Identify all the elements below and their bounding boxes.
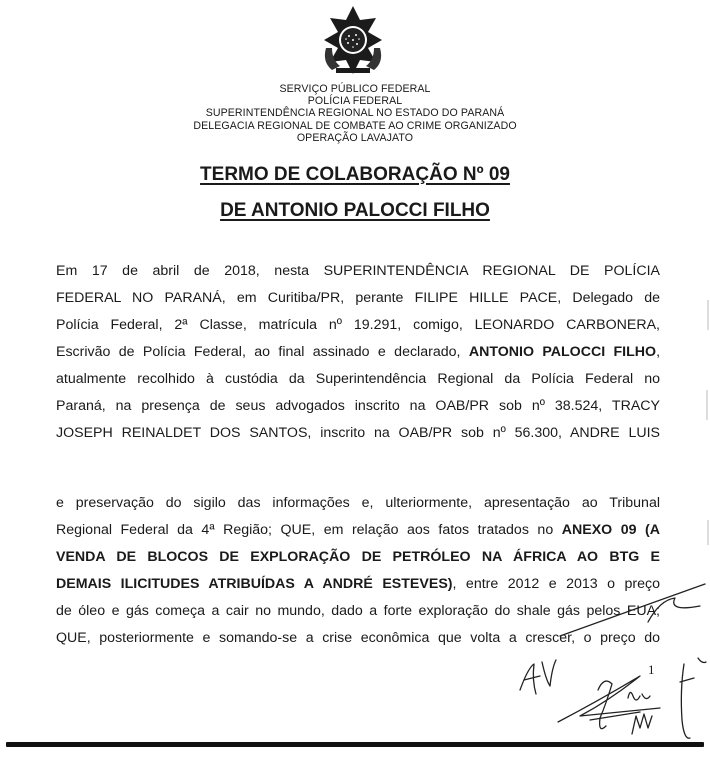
text-run: ,: [656, 344, 661, 360]
document-title: TERMO DE COLABORAÇÃO Nº 09: [200, 164, 510, 185]
text-run: , entre 2012 e 2013 o preço: [452, 576, 660, 592]
paragraph-1-line-3: Polícia Federal, 2ª Classe, matrícula nº 19.291, comigo, LEONARDO CARBONERA,: [56, 317, 660, 333]
paragraph-1-line-6: Paraná, na presença de seus advogados inscrito na OAB/PR sob nº 38.524, TRACY: [56, 398, 660, 414]
page-number: 1: [648, 662, 655, 677]
paragraph-2-line-3: VENDA DE BLOCOS DE EXPLORAÇÃO DE PETRÓLEO NA ÁFRICA AO BTG E: [56, 549, 660, 565]
paragraph-2-line-5: de óleo e gás começa a cair no mundo, dado a forte exploração do shale gás pelos EUA;: [56, 603, 660, 619]
paragraph-2-line-6: QUE, posteriormente e somando-se a crise econômica que volta a crescer, o preço do: [56, 630, 660, 646]
paragraph-1-line-7: JOSEPH REINALDET DOS SANTOS, inscrito na OAB/PR sob nº 56.300, ANDRE LUIS: [56, 425, 660, 441]
annex-title: DEMAIS ILICITUDES ATRIBUÍDAS A ANDRÉ ESTEVES): [56, 576, 453, 592]
text-run: Escrivão de Polícia Federal, ao final assinado e declarado,: [56, 344, 461, 360]
text-run: Regional Federal da 4ª Região; QUE, em relação aos fatos tratados no: [56, 522, 554, 538]
document-subtitle: DE ANTONIO PALOCCI FILHO: [220, 200, 490, 221]
margin-marks: [700, 0, 710, 768]
collaborator-name: ANTONIO PALOCCI FILHO: [468, 344, 657, 360]
paragraph-1-line-1: Em 17 de abril de 2018, nesta SUPERINTENDÊNCIA REGIONAL DE POLÍCIA: [56, 263, 660, 279]
paragraph-1-line-2: FEDERAL NO PARANÁ, em Curitiba/PR, perante FILIPE HILLE PACE, Delegado de: [56, 290, 660, 306]
header-line: DELEGACIA REGIONAL DE COMBATE AO CRIME ORGANIZADO: [193, 119, 517, 132]
annex-reference: ANEXO 09 (A: [561, 522, 660, 538]
paragraph-1-line-5: atualmente recolhido à custódia da Superintendência Regional da Polícia Federal no: [56, 371, 660, 387]
header-line: POLÍCIA FEDERAL: [307, 95, 403, 108]
header-line: SERVIÇO PÚBLICO FEDERAL: [279, 83, 431, 95]
header-line: OPERAÇÃO LAVAJATO: [296, 131, 414, 144]
header-line: SUPERINTENDÊNCIA REGIONAL NO ESTADO DO PARANÁ: [205, 107, 505, 120]
footer-rule: [6, 742, 704, 747]
paragraph-2-line-1: e preservação do sigilo das informações e, ulteriormente, apresentação ao Tribunal: [56, 495, 660, 511]
